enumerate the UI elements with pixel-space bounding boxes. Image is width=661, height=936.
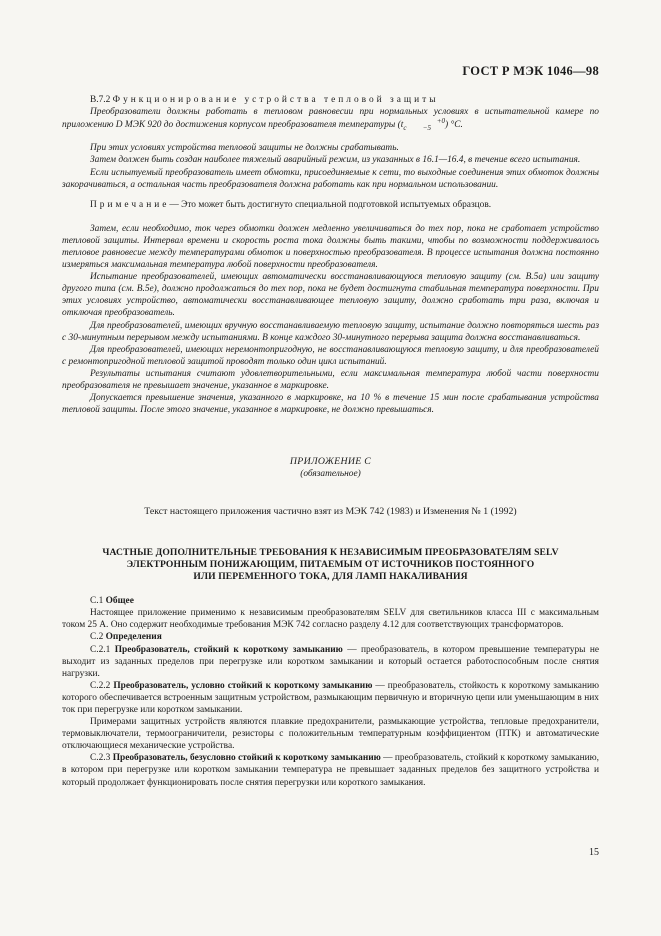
definition-term: Преобразователь, условно стойкий к короткому замыканию xyxy=(113,680,373,691)
appendix-heading-line: ЭЛЕКТРОННЫМ ПОНИЖАЮЩИМ, ПИТАЕМЫМ ОТ ИСТОЧНИКОВ ПОСТОЯННОГО xyxy=(126,558,535,570)
paragraph-text: Преобразователи должны работать в тепловом равновесии при нормальных условиях в испытательной камере по приложению D МЭК 920 до достижения корпусом преобразователя температуры (t xyxy=(62,107,599,131)
definition-text: — преобразователь, в котором превышение температуры не выходит из заданных пределов при перегрузке или коротком замыкании и который остается работоспособным после снятия нагрузки. xyxy=(62,644,599,679)
paragraph: При этих условиях устройства тепловой защиты не должны срабатывать. xyxy=(90,143,399,154)
section-heading-c2 xyxy=(62,631,599,643)
temp-subscript: c xyxy=(403,124,407,133)
paragraph xyxy=(62,106,599,134)
paragraph: Испытание преобразователей, имеющих автоматически восстанавливающуюся тепловую защиту (см. В.5а) или защиту другого типа (см. В.5е), должно продолжаться до тех пор, пока не будет достигнута стабильная температура поверхности. При этих условиях устройство, автоматически восстанавливающее тепловую защиту, должно сработать три раза, включая и отключая преобразователь. xyxy=(62,272,599,319)
definition-c23 xyxy=(62,752,599,788)
document-id-header: ГОСТ Р МЭК 1046—98 xyxy=(462,64,599,78)
definition-text: — преобразователь, стойкость к короткому замыканию которого обеспечивается встроенным защитным устройством, размыкающим первичную и вторичную цепи или уменьшающим в них ток при перегрузке или коротком замыкании. xyxy=(62,680,599,716)
definition-c22 xyxy=(62,680,599,716)
section-label: С.1 xyxy=(90,596,104,607)
paragraph: Настоящее приложение применимо к независимым преобразователям SELV для светильников класса III с максимальным током 25 А. Оно содержит необходимые требования МЭК 742 согласно разделу 4.12 для соответствующих трансформаторов. xyxy=(62,608,599,631)
paragraph: Примерами защитных устройств являются плавкие предохранители, размыкающие устройства, тепловые предохранители, термовыключатели, термоограничители, резисторы с положительным температурным коэффициентом (ПТК) и автоматические отключающиеся механические устройства. xyxy=(62,717,599,752)
tolerance xyxy=(409,118,445,132)
definition-c21 xyxy=(62,644,599,680)
section-title: Функционирование устройства тепловой защиты xyxy=(112,95,439,105)
note-label: Примечание xyxy=(90,199,170,210)
paragraph: Затем, если необходимо, ток через обмотки должен медленно увеличиваться до тех пор, пока не сработает устройство тепловой защиты. Интервал времени и скорость роста тока должны быть такими, чтобы по возможности поддерживалось тепловое равновесие между температурами обмоток и поверхностью преобразователя. В процессе испытания должна постоянно измеряться максимальная температура любой поверхности преобразователя. xyxy=(62,223,599,271)
section-heading-b72 xyxy=(62,94,599,106)
tolerance-upper: +0 xyxy=(436,117,446,126)
paragraph: Затем должен быть создан наиболее тяжелый аварийный режим, из указанных в 16.1—16.4, в течение всего испытания. xyxy=(90,155,581,166)
note-text: — Это может быть достигнуто специальной подготовкой испытуемых образцов. xyxy=(169,199,492,210)
note xyxy=(62,199,599,211)
definition-label: С.2.2 xyxy=(90,680,111,691)
section-label: С.2 xyxy=(90,632,104,643)
definition-term: Преобразователь, безусловно стойкий к короткому замыканию xyxy=(112,753,381,764)
paragraph: Для преобразователей, имеющих неремонтопригодную, не восстанавливающуюся тепловую защиту, и для преобразователей с ремонтопригодной тепловой защитой проводят только один цикл испытаний. xyxy=(62,344,599,367)
section-title: Общее xyxy=(105,596,134,607)
definition-term: Преобразователь, стойкий к короткому замыканию xyxy=(114,644,343,655)
appendix-heading-line: ЧАСТНЫЕ ДОПОЛНИТЕЛЬНЫЕ ТРЕБОВАНИЯ К НЕЗАВИСИМЫМ ПРЕОБРАЗОВАТЕЛЯМ SELV xyxy=(102,546,559,558)
appendix-source-note: Текст настоящего приложения частично взят из МЭК 742 (1983) и Изменения № 1 (1992) xyxy=(144,506,517,518)
page-content xyxy=(62,94,599,789)
appendix-title: ПРИЛОЖЕНИЕ С xyxy=(289,456,372,468)
paragraph: Результаты испытания считают удовлетворительными, если максимальная температура любой части поверхности преобразователя не превышает значение, указанное в маркировке. xyxy=(62,368,599,391)
section-label: В.7.2 xyxy=(90,95,111,105)
section-title: Определения xyxy=(105,632,162,643)
paragraph: Допускается превышение значения, указанного в маркировке, на 10 % в течение 15 мин после срабатывания устройства тепловой защиты. После этого значение, указанное в маркировке, не должно превышаться. xyxy=(62,393,599,416)
definition-text: — преобразователь, стойкий к короткому замыканию, в котором при перегрузке или коротком замыкании температура не превышает заданных пределов без защитного устройства и который продолжает функционировать после снятия перегрузки или короткого замыкания. xyxy=(62,753,600,788)
appendix-heading-line: ИЛИ ПЕРЕМЕННОГО ТОКА, ДЛЯ ЛАМП НАКАЛИВАНИЯ xyxy=(193,570,468,582)
tolerance-lower: −5 xyxy=(422,124,432,133)
appendix-status: (обязательное) xyxy=(300,469,361,480)
section-heading-c1 xyxy=(62,595,599,607)
definition-label: С.2.1 xyxy=(90,644,111,655)
page-number: 15 xyxy=(589,847,599,858)
paragraph-text-end: ) °C. xyxy=(445,120,463,131)
definition-label: С.2.3 xyxy=(90,753,111,764)
paragraph: Для преобразователей, имеющих вручную восстанавливаемую тепловую защиту, испытание должно повторяться шесть раз с 30-минутным перерывом между испытаниями. В конце каждого 30-минутного перерыва защита должна восстанавливаться. xyxy=(62,320,599,343)
appendix-heading xyxy=(62,547,599,584)
paragraph: Если испытуемый преобразователь имеет обмотки, присоединяемые к сети, то выходные соединения этих обмоток должны закорачиваться, а остальная часть преобразователя должна работать как при нормальном использовании. xyxy=(62,167,599,190)
